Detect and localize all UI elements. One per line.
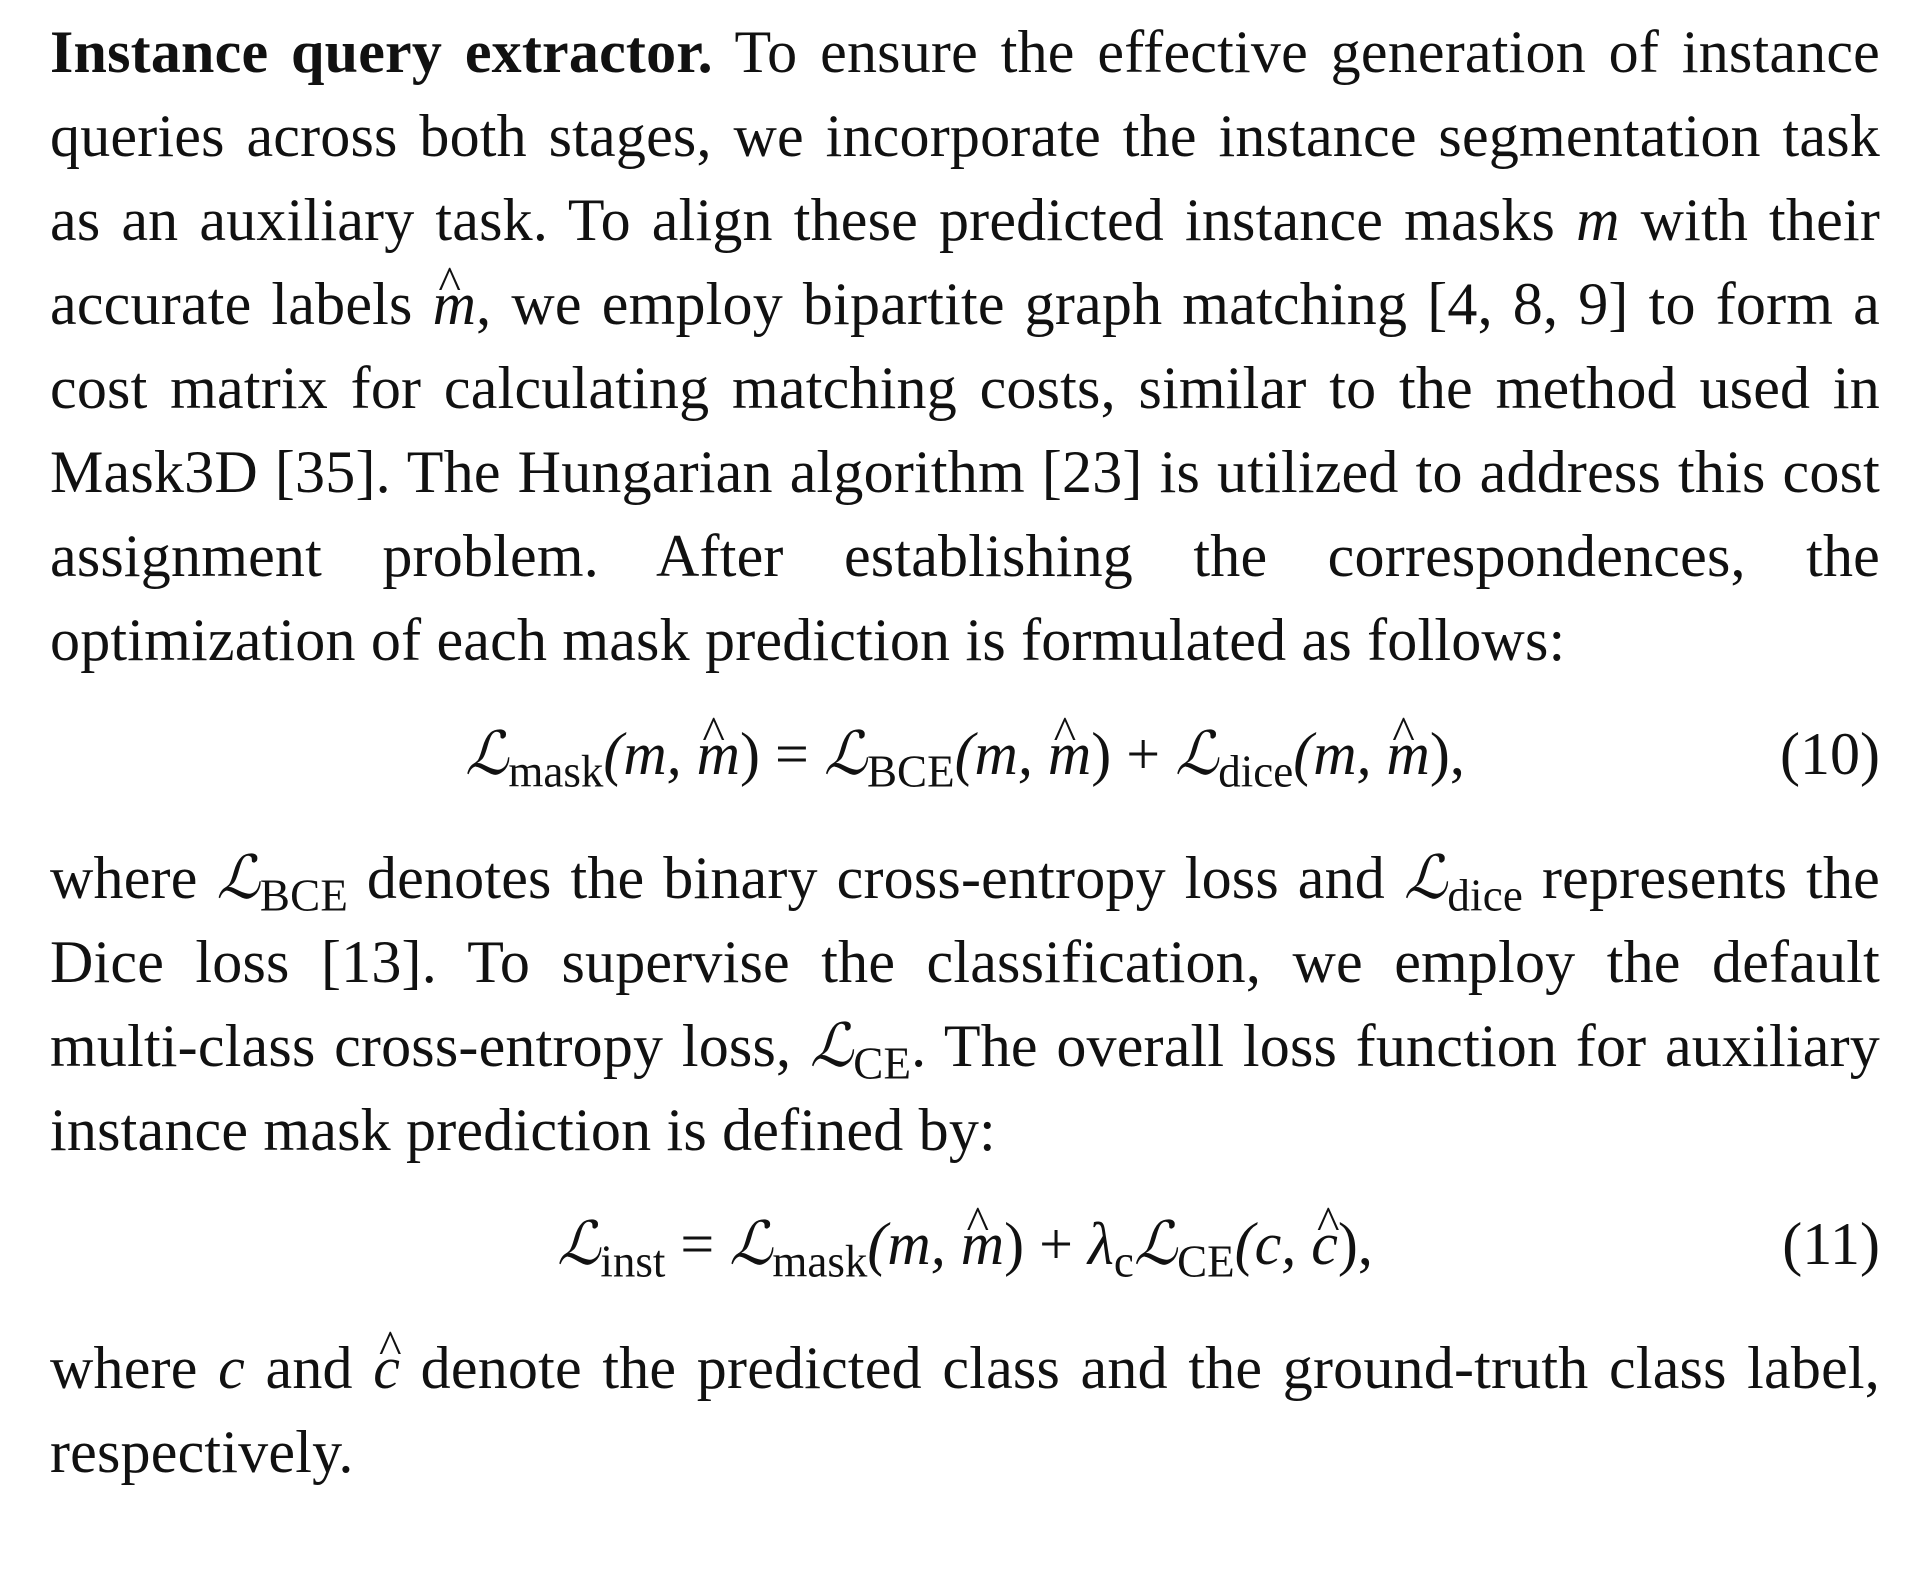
eq-equals: =: [665, 1211, 730, 1277]
loss-subscript: dice: [1447, 870, 1524, 921]
paragraph-text: with their accurate labels: [50, 187, 1880, 337]
eq-args: (m,: [1293, 721, 1387, 787]
paragraph-text: denote the predicted class and the ground-truth class label, respectively.: [50, 1335, 1880, 1485]
loss-symbol: ℒ: [1175, 721, 1219, 787]
equation-number: (11): [1782, 1211, 1880, 1277]
paragraph-text: where: [50, 1335, 219, 1401]
loss-subscript: BCE: [259, 870, 349, 921]
eq-args: (m,: [954, 721, 1048, 787]
math-var-m: m: [1576, 187, 1620, 253]
equation-number: (10): [1780, 721, 1880, 787]
paragraph-text: represents the Dice loss [13]. To supervise the classification, we employ the default multi-class cross-entropy loss,: [50, 845, 1880, 1079]
loss-subscript: mask: [772, 1236, 868, 1287]
paragraph-class-definitions: [50, 1326, 1880, 1494]
eq-hat-var: m ^: [697, 712, 740, 796]
loss-symbol: ℒ: [809, 1013, 854, 1079]
equation-10-body: [50, 712, 1880, 796]
section-heading: Instance query extractor.: [50, 19, 713, 85]
loss-subscript: inst: [600, 1236, 666, 1287]
math-var-c-hat: c ^: [373, 1326, 400, 1410]
eq-args: (c,: [1234, 1211, 1312, 1277]
math-var-c: c: [218, 1335, 245, 1401]
equation-11: [50, 1202, 1880, 1286]
eq-close: ): [1091, 721, 1112, 787]
paragraph-instance-query-extractor: [50, 10, 1880, 682]
eq-hat-var: m ^: [961, 1202, 1004, 1286]
loss-subscript: BCE: [867, 746, 955, 797]
loss-symbol: ℒ: [216, 845, 260, 911]
paragraph-text: To ensure the effective generation of instance queries across both stages, we incorporate the instance segmentation task as an auxiliary task. To align these predicted instance masks: [50, 19, 1881, 253]
paragraph-text: and: [244, 1335, 374, 1401]
paragraph-text: where: [50, 845, 217, 911]
loss-symbol: ℒ: [465, 721, 509, 787]
paragraph-loss-definitions: [50, 836, 1880, 1172]
eq-equals: =: [759, 721, 824, 787]
lambda-symbol: λ: [1087, 1211, 1114, 1277]
eq-hat-var: c ^: [1311, 1202, 1338, 1286]
eq-close: ),: [1429, 721, 1465, 787]
loss-symbol: ℒ: [557, 1211, 601, 1277]
loss-subscript: CE: [1177, 1236, 1235, 1287]
paper-page: [50, 10, 1880, 1494]
eq-args: (m,: [867, 1211, 961, 1277]
eq-hat-var: m ^: [1387, 712, 1430, 796]
eq-close: ): [740, 721, 760, 787]
eq-close: ): [1004, 1211, 1025, 1277]
eq-plus: +: [1111, 721, 1176, 787]
lambda-subscript: c: [1113, 1236, 1134, 1287]
loss-symbol: ℒ: [823, 721, 868, 787]
loss-symbol: ℒ: [1133, 1211, 1178, 1277]
loss-subscript: CE: [853, 1038, 912, 1089]
loss-subscript: mask: [508, 746, 604, 797]
paragraph-text: denotes the binary cross-entropy loss and: [348, 845, 1404, 911]
eq-plus: +: [1024, 1211, 1088, 1277]
eq-args: (m,: [603, 721, 697, 787]
equation-11-body: [50, 1202, 1880, 1286]
eq-hat-var: m ^: [1048, 712, 1091, 796]
equation-10: [50, 712, 1880, 796]
eq-close: ),: [1337, 1211, 1373, 1277]
paragraph-text: . The overall loss function for auxiliary instance mask prediction is defined by:: [50, 1013, 1880, 1163]
math-var-m-hat: m ^: [433, 262, 477, 346]
loss-symbol: ℒ: [1403, 845, 1448, 911]
paragraph-text: , we employ bipartite graph matching [4, 8, 9] to form a cost matrix for calculating matching costs, similar to the method used in Mask3D [35]. The Hungarian algorithm [23] is utilized to address this cost assignment problem. After establishing the correspondences, the optimization of each mask prediction is formulated as follows:: [50, 271, 1880, 673]
loss-subscript: dice: [1218, 746, 1294, 797]
loss-symbol: ℒ: [729, 1211, 773, 1277]
